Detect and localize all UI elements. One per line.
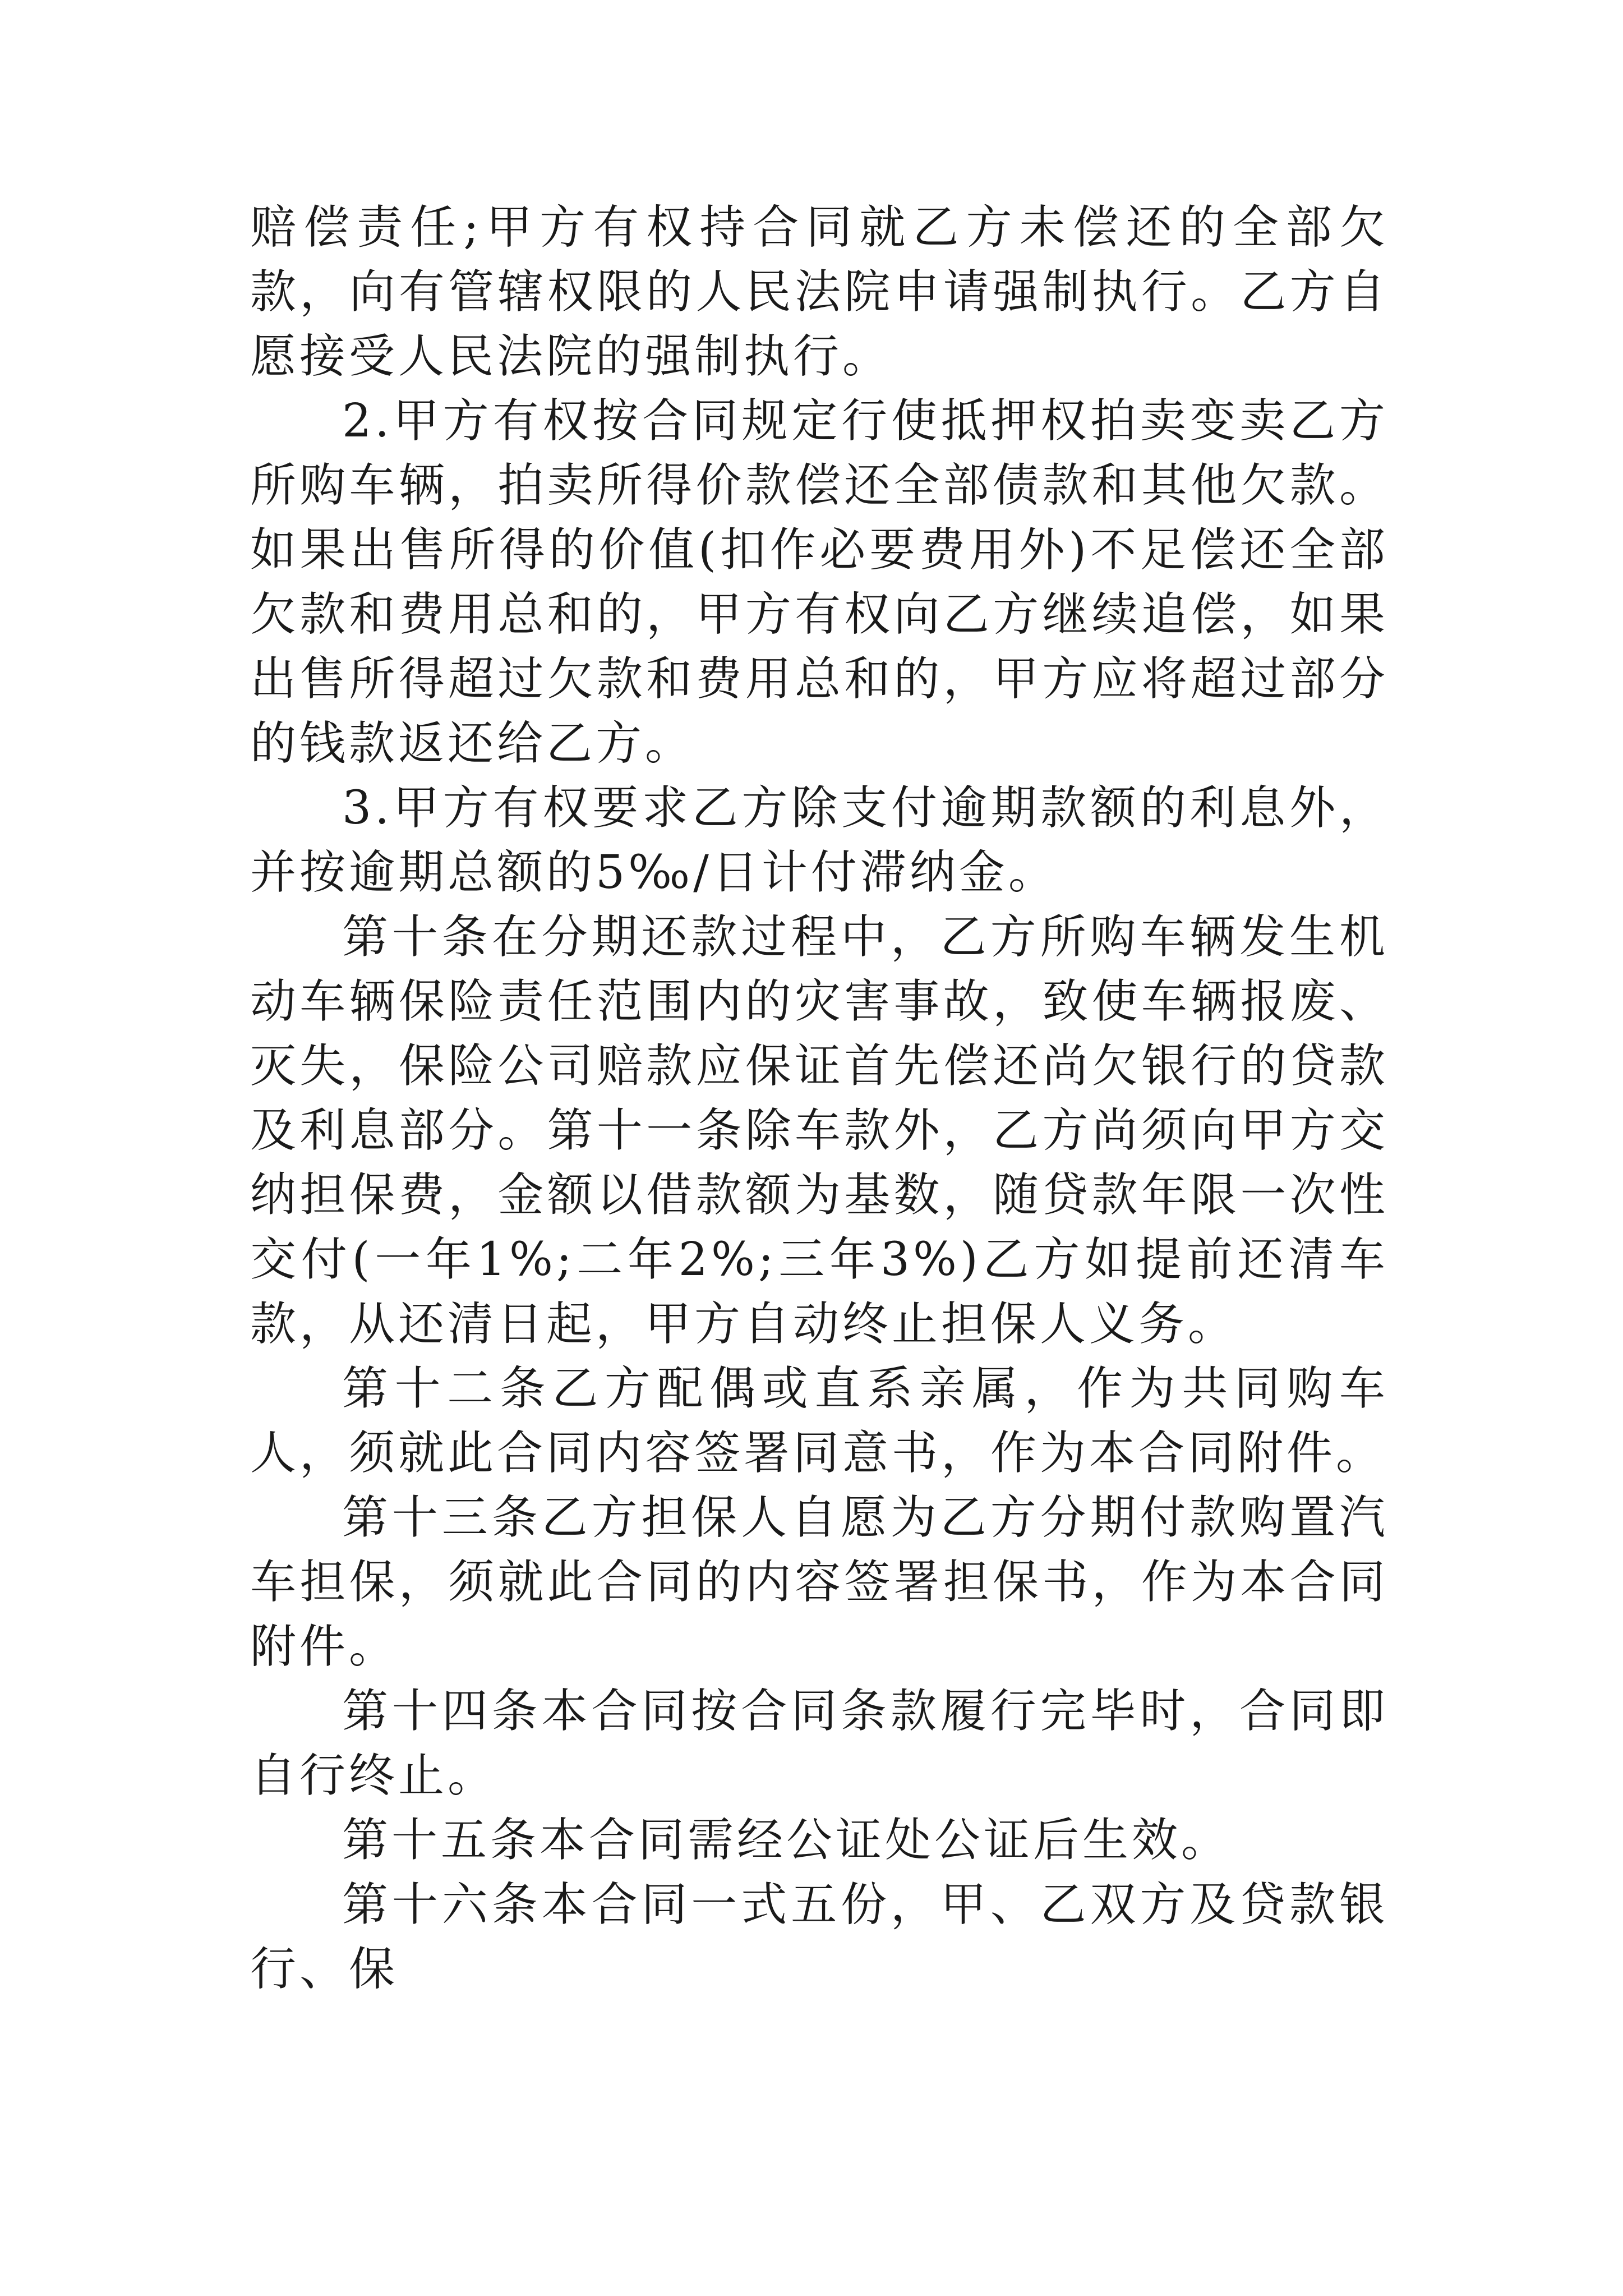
paragraph-clause-2-auction: 2.甲方有权按合同规定行使抵押权拍卖变卖乙方所购车辆，拍卖所得价款偿还全部债款和其他欠款。如果出售所得的价值(扣作必要费用外)不足偿还全部欠款和费用总和的，甲方有权向乙方继续追偿，如果出售所得超过欠款和费用总和的，甲方应将超过部分的钱款返还给乙方。	[250, 394, 1389, 770]
paragraph-article-12: 第十二条乙方配偶或直系亲属，作为共同购车人，须就此合同内容签署同意书，作为本合同附件。	[250, 1362, 1389, 1480]
paragraph-article-13: 第十三条乙方担保人自愿为乙方分期付款购置汽车担保，须就此合同的内容签署担保书，作为本合同附件。	[250, 1491, 1389, 1673]
paragraph-article-16: 第十六条本合同一式五份，甲、乙双方及贷款银行、保	[250, 1878, 1389, 1996]
paragraph-article-14: 第十四条本合同按合同条款履行完毕时，合同即自行终止。	[250, 1685, 1389, 1802]
paragraph-liability-enforcement: 赔偿责任;甲方有权持合同就乙方未偿还的全部欠款，向有管辖权限的人民法院申请强制执行。乙方自愿接受人民法院的强制执行。	[250, 201, 1389, 383]
contract-body	[250, 195, 1389, 2001]
paragraph-article-10-11: 第十条在分期还款过程中，乙方所购车辆发生机动车辆保险责任范围内的灾害事故，致使车辆报废、灭失，保险公司赔款应保证首先偿还尚欠银行的贷款及利息部分。第十一条除车款外，乙方尚须向甲方交纳担保费，金额以借款额为基数，随贷款年限一次性交付(一年1%;二年2%;三年3%)乙方如提前还清车款，从还清日起，甲方自动终止担保人义务。	[250, 910, 1389, 1351]
paragraph-article-15: 第十五条本合同需经公证处公证后生效。	[342, 1814, 1231, 1867]
paragraph-clause-3-late-fee: 3.甲方有权要求乙方除支付逾期款额的利息外，并按逾期总额的5‰/日计付滞纳金。	[250, 781, 1389, 899]
